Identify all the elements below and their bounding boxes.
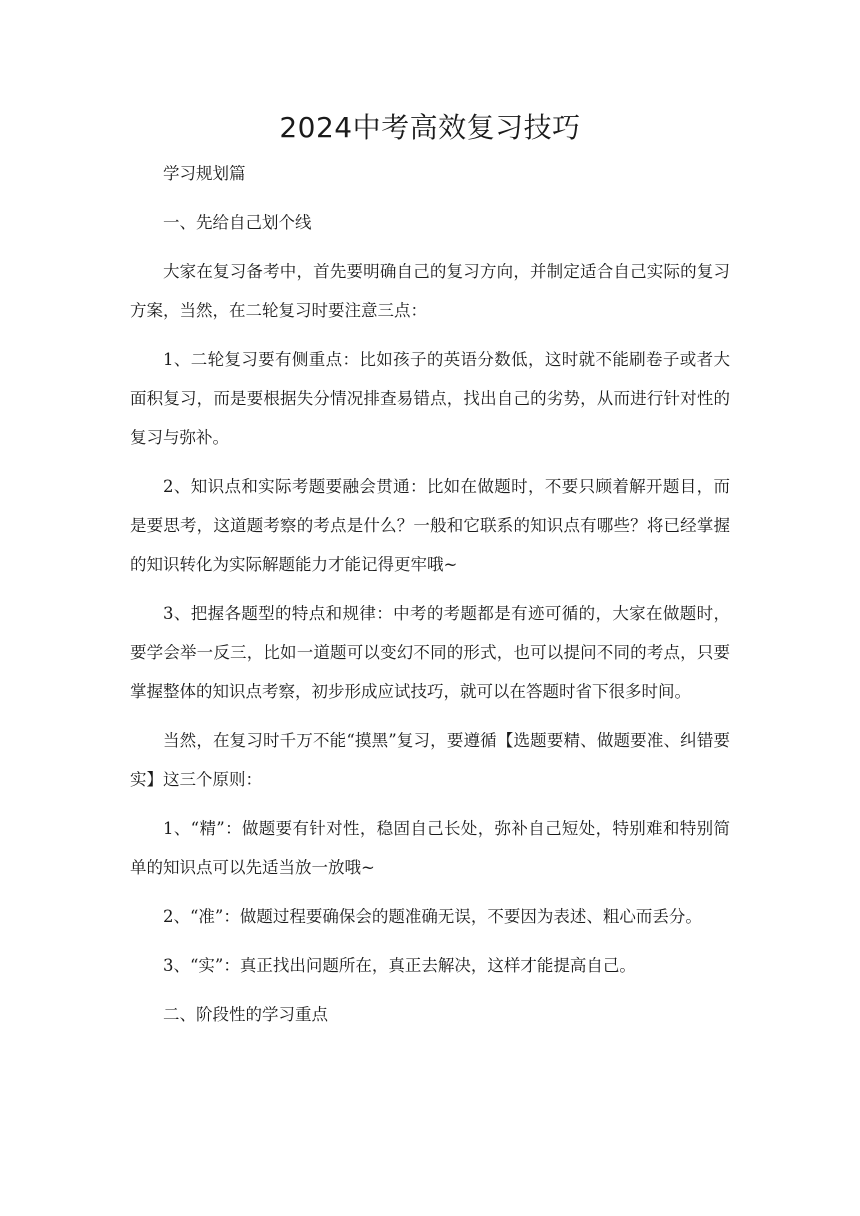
paragraph-point-2: 2、知识点和实际考题要融会贯通：比如在做题时，不要只顾着解开题目，而是要思考，这道题考察的考点是什么？一般和它联系的知识点有哪些？将已经掌握的知识转化为实际解题能力才能记得更牢哦~ [130,477,730,574]
section-heading-study-plan: 学习规划篇 [163,164,246,183]
section-heading-two: 二、阶段性的学习重点 [163,1005,328,1024]
paragraph-principle-3: 3、“实”：真正找出问题所在，真正去解决，这样才能提高自己。 [163,956,636,975]
paragraph-principle-2: 2、“准”：做题过程要确保会的题准确无误，不要因为表述、粗心而丢分。 [163,907,702,926]
paragraph-intro: 大家在复习备考中，首先要明确自己的复习方向，并制定适合自己实际的复习方案，当然，在二轮复习时要注意三点： [130,262,730,320]
document-title: 2024中考高效复习技巧 [279,111,581,144]
document-body [130,154,730,1044]
paragraph-principles: 当然，在复习时千万不能“摸黑”复习，要遵循【选题要精、做题要准、纠错要实】这三个原则： [130,731,730,789]
paragraph-principle-1: 1、“精”：做题要有针对性，稳固自己长处，弥补自己短处，特别难和特别简单的知识点可以先适当放一放哦~ [130,819,730,877]
paragraph-point-3: 3、把握各题型的特点和规律：中考的考题都是有迹可循的，大家在做题时，要学会举一反三，比如一道题可以变幻不同的形式，也可以提问不同的考点，只要掌握整体的知识点考察，初步形成应试技巧，就可以在答题时省下很多时间。 [130,604,730,701]
section-heading-one: 一、先给自己划个线 [163,213,312,232]
paragraph-point-1: 1、二轮复习要有侧重点：比如孩子的英语分数低，这时就不能刷卷子或者大面积复习，而是要根据失分情况排查易错点，找出自己的劣势，从而进行针对性的复习与弥补。 [130,350,730,447]
